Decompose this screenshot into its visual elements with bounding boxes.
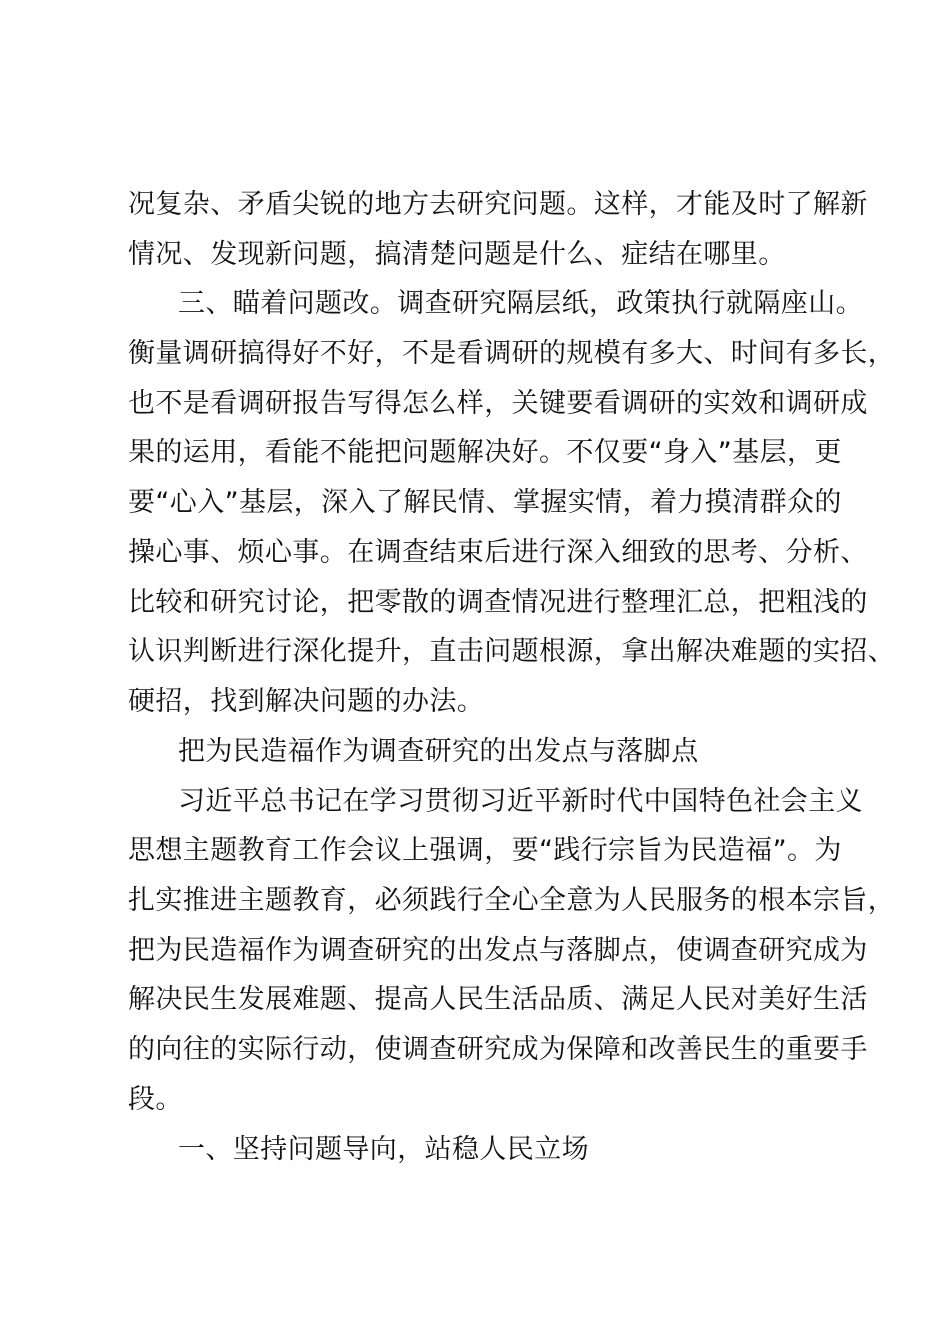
text-line: 情况、发现新问题，搞清楚问题是什么、症结在哪里。 [128, 239, 786, 270]
text-line: 把为民造福作为调查研究的出发点与落脚点，使调查研究成为 [128, 935, 868, 966]
section-heading: 一、坚持问题导向，站稳人民立场 [178, 1134, 589, 1165]
text-line: 认识判断进行深化提升，直击问题根源，拿出解决难题的实招、 [128, 636, 896, 667]
text-line: 也不是看调研报告写得怎么样，关键要看调研的实效和调研成 [128, 388, 868, 419]
article-title: 把为民造福作为调查研究的出发点与落脚点 [178, 736, 699, 767]
section-heading: 三、瞄着问题改。调查研究隔层纸，政策执行就隔座山。 [178, 288, 863, 319]
text-line: 硬招，找到解决问题的办法。 [128, 686, 485, 717]
text-line: 思想主题教育工作会议上强调，要“践行宗旨为民造福”。为 [128, 835, 842, 866]
text-line: 衡量调研搞得好不好，不是看调研的规模有多大、时间有多长， [128, 338, 896, 369]
text-line: 解决民生发展难题、提高人民生活品质、满足人民对美好生活 [128, 984, 868, 1015]
text-line: 比较和研究讨论，把零散的调查情况进行整理汇总，把粗浅的 [128, 587, 868, 618]
text-line: 习近平总书记在学习贯彻习近平新时代中国特色社会主义 [178, 786, 863, 817]
text-line: 段。 [128, 1084, 183, 1115]
text-line: 果的运用，看能不能把问题解决好。不仅要“身入”基层，更 [128, 437, 842, 468]
text-line: 要“心入”基层，深入了解民情、掌握实情，着力摸清群众的 [128, 487, 842, 518]
text-line: 况复杂、矛盾尖锐的地方去研究问题。这样，才能及时了解新 [128, 189, 868, 220]
text-line: 操心事、烦心事。在调查结束后进行深入细致的思考、分析、 [128, 537, 868, 568]
text-line: 的向往的实际行动，使调查研究成为保障和改善民生的重要手 [128, 1034, 868, 1065]
text-line: 扎实推进主题教育，必须践行全心全意为人民服务的根本宗旨， [128, 885, 896, 916]
